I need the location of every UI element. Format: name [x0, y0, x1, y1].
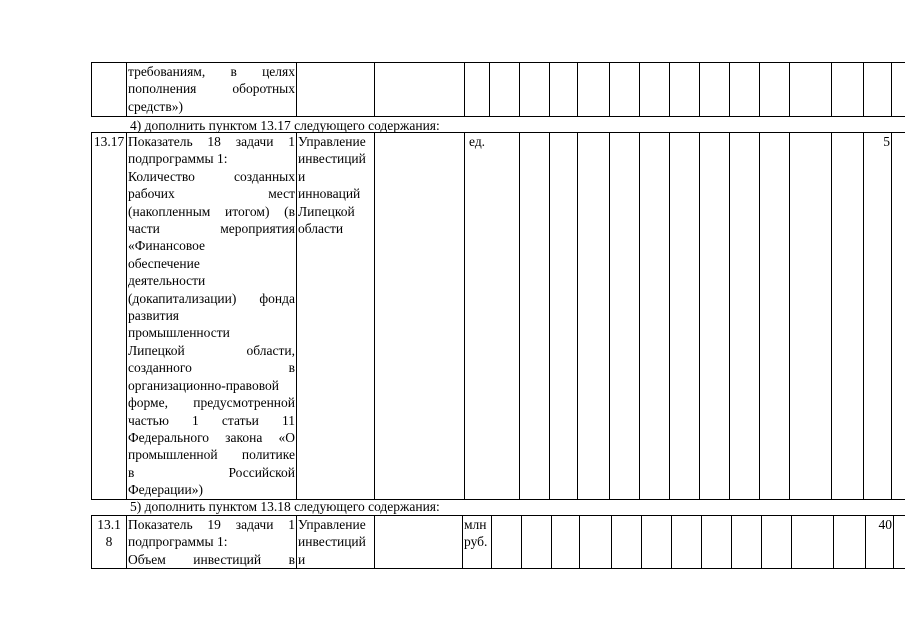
name-line: подпрограммы 1:: [128, 151, 228, 167]
name-line: средств»): [128, 98, 183, 114]
value-cell: [760, 63, 790, 117]
executor-line: инноваций: [298, 186, 361, 202]
indicator-name-cell: [127, 516, 297, 569]
value-cell: [610, 133, 640, 500]
executor-line: инвестиций: [298, 151, 366, 167]
value-cell: [520, 63, 550, 117]
value-cell: [730, 133, 760, 500]
name-line: созданного в: [128, 360, 295, 376]
name-line: обеспечение: [128, 255, 200, 271]
name-line: (докапитализации) фонда: [128, 290, 295, 306]
executor-cell: [297, 63, 375, 117]
value-cell: [762, 516, 792, 569]
name-line: «Финансовое: [128, 238, 206, 254]
executor-cell: [297, 133, 375, 500]
name-line: подпрограммы 1:: [128, 534, 228, 550]
instruction-text: 5) дополнить пунктом 13.18 следующего содержания:: [130, 499, 440, 514]
value-cell: [670, 63, 700, 117]
name-line: Федерального закона «О: [128, 429, 295, 445]
name-line: развития: [128, 308, 180, 324]
value-cell: [834, 516, 866, 569]
name-line: требованиям, в целях: [128, 64, 295, 79]
executor-line: и: [298, 551, 306, 567]
value-cell: [550, 63, 578, 117]
value-cell: [730, 63, 760, 117]
unit-cell: ед.: [465, 133, 520, 500]
executor-line: области: [298, 221, 344, 237]
value-cell: [578, 133, 610, 500]
value-cell: [672, 516, 702, 569]
executor-line: Управление: [298, 134, 366, 149]
value-cell-final: 5: [864, 133, 892, 500]
name-line: форме, предусмотренной: [128, 395, 295, 411]
value-cell: [640, 63, 670, 117]
value-cell: [490, 63, 520, 117]
value-cell: [792, 516, 834, 569]
name-line: пополнения оборотных: [128, 81, 295, 97]
executor-line: Управление: [298, 517, 366, 532]
empty-cell: [375, 516, 463, 569]
unit-cell: [463, 516, 492, 569]
row-number-cell: [92, 63, 127, 117]
name-line: промышленности: [128, 325, 230, 341]
value-cell: [522, 516, 552, 569]
executor-line: и: [298, 168, 306, 184]
name-line: Федерации»): [128, 482, 204, 498]
indicator-name-cell: [127, 63, 297, 117]
table-row: [92, 516, 905, 569]
value-cell: [760, 133, 790, 500]
value-cell: [640, 133, 670, 500]
name-line: организационно-правовой: [128, 377, 279, 393]
name-line: Количество созданных: [128, 168, 295, 184]
name-line: Показатель 19 задачи 1: [128, 517, 295, 532]
unit-line: млн: [464, 517, 487, 532]
value-cell: [465, 63, 490, 117]
name-line: деятельности: [128, 273, 206, 289]
unit-line: руб.: [464, 534, 488, 550]
indicator-name-cell: [127, 133, 297, 500]
value-cell: [612, 516, 642, 569]
row-number-cell: [92, 516, 127, 569]
value-cell-final: 40: [866, 516, 894, 569]
value-cell: [550, 133, 578, 500]
name-line: Объем инвестиций в: [128, 551, 295, 567]
indicators-table-lower: [91, 515, 905, 569]
value-cell: [892, 63, 905, 117]
value-cell: [832, 133, 864, 500]
executor-line: Липецкой: [298, 203, 355, 219]
name-line: Липецкой области,: [128, 342, 295, 358]
value-cell: [492, 516, 522, 569]
value-cell: [520, 133, 550, 500]
number-line: 13.1: [97, 517, 121, 532]
instruction-text: 4) дополнить пунктом 13.17 следующего содержания:: [130, 118, 440, 133]
value-cell: [790, 133, 832, 500]
name-line: (накопленным итогом) (в: [128, 203, 295, 219]
value-cell: [580, 516, 612, 569]
value-cell: [894, 516, 905, 569]
name-line: промышленной политике: [128, 447, 295, 463]
executor-line: инвестиций: [298, 534, 366, 550]
value-cell: [670, 133, 700, 500]
value-cell: [864, 63, 892, 117]
value-cell: [790, 63, 832, 117]
name-line: в Российской: [128, 464, 295, 480]
name-line: части мероприятия: [128, 221, 295, 237]
value-cell: [700, 133, 730, 500]
value-cell: [610, 63, 640, 117]
name-line: рабочих мест: [128, 186, 295, 202]
empty-cell: [375, 133, 465, 500]
name-line: Показатель 18 задачи 1: [128, 134, 295, 149]
value-cell: [732, 516, 762, 569]
empty-cell: [375, 63, 465, 117]
value-cell: [578, 63, 610, 117]
value-cell: [832, 63, 864, 117]
value-cell: [892, 133, 905, 500]
table-row: [92, 133, 905, 500]
value-cell: [552, 516, 580, 569]
value-cell: [642, 516, 672, 569]
executor-cell: [297, 516, 375, 569]
value-cell: [702, 516, 732, 569]
table-row: [92, 63, 905, 117]
value-cell: [700, 63, 730, 117]
number-line: 8: [105, 534, 113, 550]
name-line: частью 1 статьи 11: [128, 412, 295, 428]
row-number-cell: 13.17: [92, 133, 127, 500]
